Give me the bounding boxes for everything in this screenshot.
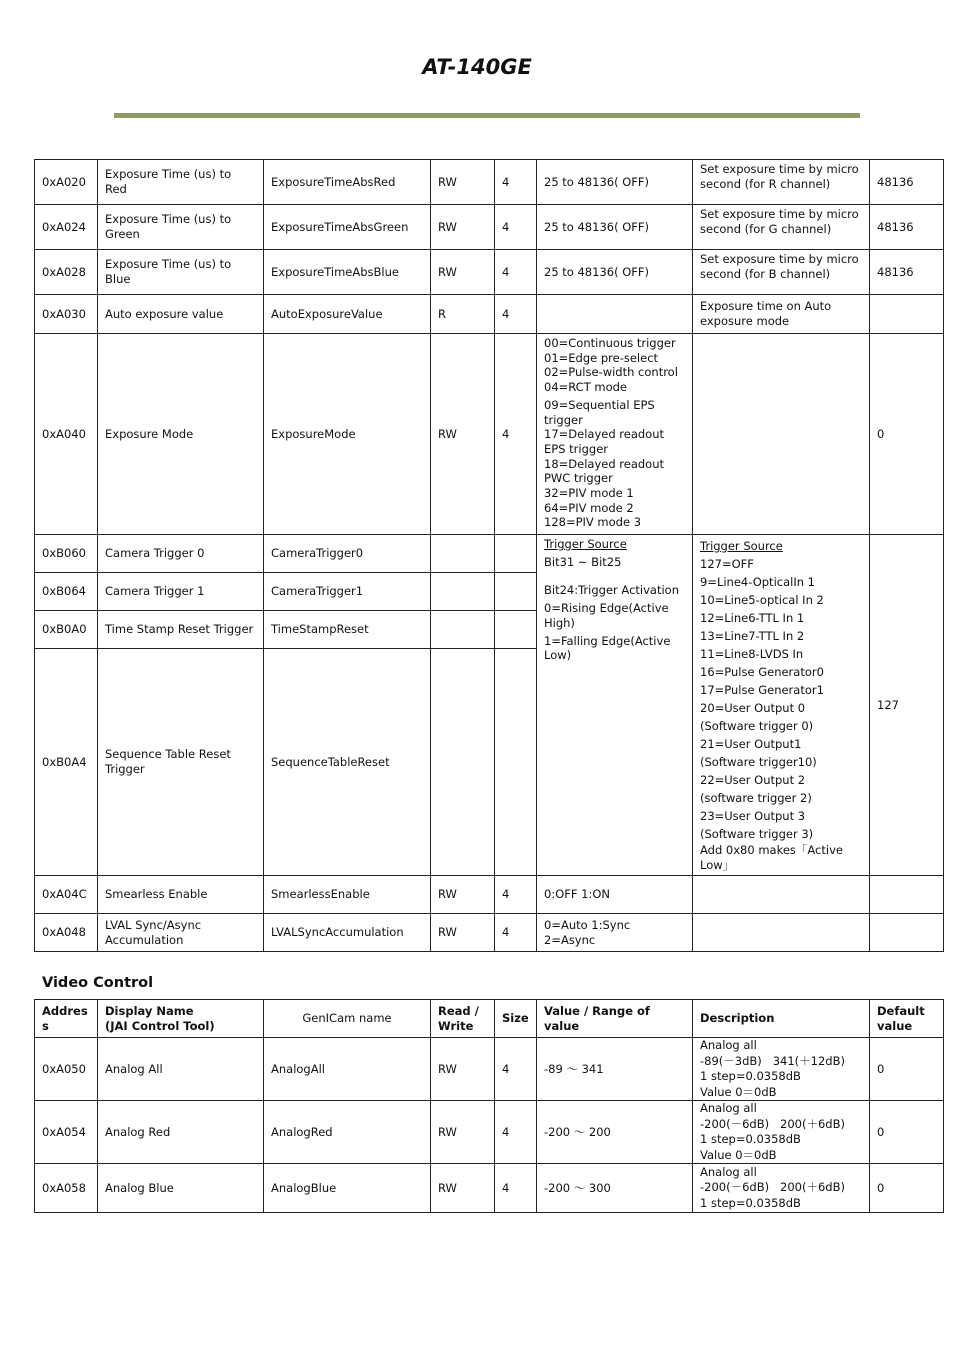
desc-line: -89(－3dB) 341(＋12dB)	[700, 1053, 845, 1068]
table-row	[35, 250, 944, 295]
display-name-cell: Smearless Enable	[98, 876, 264, 914]
value-cell: 25 to 48136( OFF)	[537, 160, 693, 205]
display-name-cell: Analog Red	[98, 1101, 264, 1164]
address-cell: 0xA050	[35, 1038, 98, 1101]
value-cell: -200 ～ 200	[537, 1101, 693, 1164]
display-name-cell: Exposure Time (us) to Blue	[98, 250, 264, 295]
value-cell: -200 ～ 300	[537, 1164, 693, 1213]
display-name-cell: LVAL Sync/Async Accumulation	[98, 914, 264, 952]
desc-line: Value 0＝0dB	[700, 1084, 777, 1099]
display-name-cell: Sequence Table Reset Trigger	[98, 649, 264, 876]
desc-line: -200(－6dB) 200(＋6dB)	[700, 1180, 845, 1195]
video-control-table	[34, 999, 944, 1213]
value-line: 32=PIV mode 1	[544, 486, 634, 501]
display-name-cell: Camera Trigger 0	[98, 535, 264, 573]
header-rule	[114, 113, 860, 118]
genicam-cell: CameraTrigger1	[264, 573, 431, 611]
table-row	[35, 1038, 944, 1101]
header-line: Display Name	[105, 1003, 194, 1018]
genicam-cell: CameraTrigger0	[264, 535, 431, 573]
address-cell: 0xA030	[35, 295, 98, 334]
default-cell: 0	[870, 1038, 944, 1101]
size-cell: 4	[495, 334, 537, 535]
rw-cell: RW	[431, 160, 495, 205]
rw-cell: RW	[431, 1038, 495, 1101]
size-cell: 4	[495, 295, 537, 334]
default-cell: 127	[870, 535, 944, 876]
trigger-falling: 1=Falling Edge(Active Low)	[544, 633, 671, 663]
header-line: Read /	[438, 1003, 479, 1018]
description-cell	[693, 334, 870, 535]
rw-cell: RW	[431, 1164, 495, 1213]
page-title: AT-140GE	[422, 55, 532, 79]
display-name-cell: Exposure Mode	[98, 334, 264, 535]
trigger-line: 17=Pulse Generator1	[700, 683, 824, 697]
desc-line: Analog all	[700, 1038, 757, 1052]
trigger-source-heading: Trigger Source	[700, 539, 783, 553]
size-cell: 4	[495, 160, 537, 205]
exposure-mode-values	[537, 334, 693, 535]
value-line: 128=PIV mode 3	[544, 515, 642, 530]
genicam-cell: ExposureTimeAbsRed	[264, 160, 431, 205]
size-cell	[495, 649, 537, 876]
trigger-source-heading: Trigger Source	[544, 537, 627, 551]
desc-line: -200(－6dB) 200(＋6dB)	[700, 1116, 845, 1131]
default-cell	[870, 914, 944, 952]
address-cell: 0xB060	[35, 535, 98, 573]
address-cell: 0xA048	[35, 914, 98, 952]
display-name-cell: Analog All	[98, 1038, 264, 1101]
desc-line: 1 step=0.0358dB	[700, 1069, 801, 1083]
value-line: 09=Sequential EPS trigger	[544, 397, 655, 427]
col-header-value: Value / Range of value	[537, 1000, 693, 1038]
rw-cell	[431, 611, 495, 649]
default-cell	[870, 876, 944, 914]
address-cell: 0xB0A0	[35, 611, 98, 649]
genicam-cell: AnalogRed	[264, 1101, 431, 1164]
address-cell: 0xB0A4	[35, 649, 98, 876]
genicam-cell: SmearlessEnable	[264, 876, 431, 914]
col-header-size: Size	[495, 1000, 537, 1038]
desc-line: Analog all	[700, 1101, 757, 1115]
rw-cell	[431, 649, 495, 876]
default-cell: 0	[870, 334, 944, 535]
rw-cell: RW	[431, 205, 495, 250]
trigger-line: (Software trigger 3)	[700, 827, 814, 841]
rw-cell: RW	[431, 876, 495, 914]
register-table	[34, 159, 944, 952]
value-cell: 0=Auto 1:Sync 2=Async	[537, 914, 693, 952]
col-header-display-name	[98, 1000, 264, 1038]
section-title-video-control: Video Control	[42, 975, 154, 991]
desc-line: 1 step=0.0358dB	[700, 1195, 801, 1210]
rw-cell: RW	[431, 250, 495, 295]
default-cell: 48136	[870, 205, 944, 250]
size-cell	[495, 573, 537, 611]
display-name-cell: Time Stamp Reset Trigger	[98, 611, 264, 649]
rw-cell: RW	[431, 914, 495, 952]
value-line: 18=Delayed readout PWC trigger	[544, 456, 665, 486]
table-row	[35, 914, 944, 952]
table-row	[35, 1164, 944, 1213]
default-cell: 48136	[870, 250, 944, 295]
address-cell: 0xA058	[35, 1164, 98, 1213]
address-cell: 0xA054	[35, 1101, 98, 1164]
address-cell: 0xA040	[35, 334, 98, 535]
value-line: 04=RCT mode	[544, 380, 628, 395]
value-line: 01=Edge pre-select	[544, 350, 659, 365]
genicam-cell: AnalogAll	[264, 1038, 431, 1101]
size-cell: 4	[495, 1101, 537, 1164]
address-cell: 0xB064	[35, 573, 98, 611]
header-line: value	[877, 1018, 913, 1033]
size-cell: 4	[495, 205, 537, 250]
size-cell: 4	[495, 914, 537, 952]
default-cell: 0	[870, 1101, 944, 1164]
trigger-line: 20=User Output 0	[700, 701, 806, 715]
description-cell: Exposure time on Auto exposure mode	[693, 295, 870, 334]
address-cell: 0xA028	[35, 250, 98, 295]
description-cell: Set exposure time by micro second (for G channel)	[693, 205, 870, 250]
genicam-cell: LVALSyncAccumulation	[264, 914, 431, 952]
value-cell: 0:OFF 1:ON	[537, 876, 693, 914]
table-row	[35, 876, 944, 914]
table-row	[35, 205, 944, 250]
value-line: 17=Delayed readout EPS trigger	[544, 427, 665, 456]
header-line: Default	[877, 1003, 925, 1018]
trigger-line: 12=Line6-TTL In 1	[700, 611, 805, 625]
table-row	[35, 295, 944, 334]
value-cell	[537, 295, 693, 334]
size-cell: 4	[495, 250, 537, 295]
value-cell: 25 to 48136( OFF)	[537, 250, 693, 295]
description-cell	[693, 1164, 870, 1213]
trigger-line: 11=Line8-LVDS In	[700, 647, 804, 661]
address-cell: 0xA020	[35, 160, 98, 205]
size-cell: 4	[495, 1164, 537, 1213]
table-header-row	[35, 1000, 944, 1038]
description-cell: Set exposure time by micro second (for R channel)	[693, 160, 870, 205]
rw-cell: RW	[431, 1101, 495, 1164]
description-cell	[693, 914, 870, 952]
trigger-activation: Bit24:Trigger Activation	[544, 583, 679, 598]
trigger-line: 10=Line5-optical In 2	[700, 593, 824, 607]
description-cell: Set exposure time by micro second (for B channel)	[693, 250, 870, 295]
trigger-line: 9=Line4-OpticalIn 1	[700, 575, 815, 589]
default-cell: 0	[870, 1164, 944, 1213]
rw-cell: R	[431, 295, 495, 334]
description-cell	[693, 1038, 870, 1101]
description-cell	[693, 1101, 870, 1164]
table-row	[35, 1101, 944, 1164]
value-cell: 25 to 48136( OFF)	[537, 205, 693, 250]
size-cell	[495, 611, 537, 649]
desc-line: Analog all	[700, 1164, 757, 1179]
rw-cell	[431, 573, 495, 611]
trigger-line: 23=User Output 3	[700, 809, 806, 823]
value-cell: -89 ～ 341	[537, 1038, 693, 1101]
value-line: 64=PIV mode 2	[544, 500, 634, 515]
trigger-line: (Software trigger 0)	[700, 719, 814, 733]
trigger-line: (software trigger 2)	[700, 791, 812, 805]
display-name-cell: Exposure Time (us) to Red	[98, 160, 264, 205]
genicam-cell: AnalogBlue	[264, 1164, 431, 1213]
display-name-cell: Exposure Time (us) to Green	[98, 205, 264, 250]
table-row	[35, 334, 944, 535]
table-row	[35, 160, 944, 205]
display-name-cell: Camera Trigger 1	[98, 573, 264, 611]
trigger-line: Add 0x80 makes「Active Low」	[700, 843, 843, 872]
display-name-cell: Auto exposure value	[98, 295, 264, 334]
trigger-description-cell	[693, 535, 870, 876]
value-line: 02=Pulse-width control	[544, 365, 678, 380]
size-cell: 4	[495, 1038, 537, 1101]
header-line: Write	[438, 1018, 474, 1033]
size-cell	[495, 535, 537, 573]
col-header-default	[870, 1000, 944, 1038]
trigger-line: 16=Pulse Generator0	[700, 665, 824, 679]
genicam-cell: AutoExposureValue	[264, 295, 431, 334]
trigger-rising: 0=Rising Edge(Active High)	[544, 601, 669, 630]
trigger-line: 127=OFF	[700, 557, 754, 571]
desc-line: 1 step=0.0358dB	[700, 1132, 801, 1146]
default-cell	[870, 295, 944, 334]
rw-cell	[431, 535, 495, 573]
rw-cell: RW	[431, 334, 495, 535]
col-header-address: Address	[35, 1000, 98, 1038]
trigger-line: (Software trigger10)	[700, 755, 817, 769]
address-cell: 0xA024	[35, 205, 98, 250]
genicam-cell: SequenceTableReset	[264, 649, 431, 876]
size-cell: 4	[495, 876, 537, 914]
col-header-read-write	[431, 1000, 495, 1038]
default-cell: 48136	[870, 160, 944, 205]
header-line: (JAI Control Tool)	[105, 1018, 215, 1033]
trigger-value-cell	[537, 535, 693, 876]
genicam-cell: ExposureMode	[264, 334, 431, 535]
value-line: 00=Continuous trigger	[544, 336, 676, 350]
trigger-line: 21=User Output1	[700, 737, 802, 751]
description-cell	[693, 876, 870, 914]
trigger-line: 13=Line7-TTL In 2	[700, 629, 805, 643]
genicam-cell: TimeStampReset	[264, 611, 431, 649]
genicam-cell: ExposureTimeAbsGreen	[264, 205, 431, 250]
desc-line: Value 0＝0dB	[700, 1147, 777, 1162]
display-name-cell: Analog Blue	[98, 1164, 264, 1213]
table-row	[35, 535, 944, 573]
genicam-cell: ExposureTimeAbsBlue	[264, 250, 431, 295]
address-cell: 0xA04C	[35, 876, 98, 914]
trigger-bits: Bit31 ~ Bit25	[544, 554, 622, 569]
col-header-genicam: GenICam name	[264, 1000, 431, 1038]
col-header-description: Description	[693, 1000, 870, 1038]
trigger-line: 22=User Output 2	[700, 773, 806, 787]
